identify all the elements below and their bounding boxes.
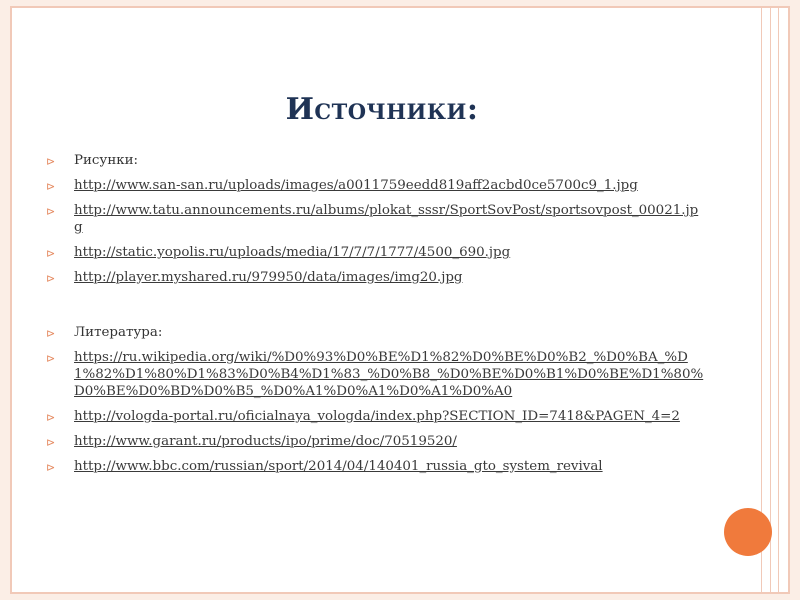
bullet-icon: ⊳ xyxy=(46,180,56,193)
bullet-icon: ⊳ xyxy=(46,205,56,218)
frame-line xyxy=(770,8,771,592)
section-heading-label: Литература: xyxy=(74,325,163,340)
source-link[interactable]: http://static.yopolis.ru/uploads/media/17/7/7/1777/4500_690.jpg xyxy=(74,245,511,260)
section-heading-label: Рисунки: xyxy=(74,153,139,168)
page-title: Источники: xyxy=(285,92,479,127)
list-item xyxy=(46,433,706,450)
source-link[interactable]: http://player.myshared.ru/979950/data/images/img20.jpg xyxy=(74,270,463,285)
list-item xyxy=(46,177,706,194)
source-link[interactable]: http://www.bbc.com/russian/sport/2014/04/140401_russia_gto_system_revival xyxy=(74,459,603,474)
list-item xyxy=(46,269,706,286)
accent-circle-icon xyxy=(724,508,772,556)
list-item xyxy=(46,244,706,261)
source-link[interactable]: http://www.tatu.announcements.ru/albums/plokat_sssr/SportSovPost/sportsovpost_00021.jpg xyxy=(74,203,699,235)
source-link[interactable]: https://ru.wikipedia.org/wiki/%D0%93%D0%BE%D1%82%D0%BE%D0%B2_%D0%BA_%D1%82%D1%80%D1%83%D0%B4%D1%83_%D0%B8_%D0%BE%D0%B1%D0%BE%D1%80%D0%BE%D0%BD%D0%B5_%D0%A1%D0%A1%D0%A1%D0%A0 xyxy=(74,350,704,399)
bullet-icon: ⊳ xyxy=(46,272,56,285)
list-item xyxy=(46,408,706,425)
slide xyxy=(10,6,790,594)
bullet-icon: ⊳ xyxy=(46,155,56,168)
spacer xyxy=(46,294,706,324)
source-link[interactable]: http://vologda-portal.ru/oficialnaya_vologda/index.php?SECTION_ID=7418&PAGEN_4=2 xyxy=(74,409,680,424)
source-link[interactable]: http://www.san-san.ru/uploads/images/a0011759eedd819aff2acbd0ce5700c9_1.jpg xyxy=(74,178,638,193)
section-heading-images xyxy=(46,152,706,169)
bullet-icon: ⊳ xyxy=(46,327,56,340)
bullet-icon: ⊳ xyxy=(46,436,56,449)
frame-line xyxy=(778,8,779,592)
section-heading-literature xyxy=(46,324,706,341)
source-link[interactable]: http://www.garant.ru/products/ipo/prime/doc/70519520/ xyxy=(74,434,457,449)
bullet-icon: ⊳ xyxy=(46,352,56,365)
decorative-frame xyxy=(761,8,788,592)
bullet-icon: ⊳ xyxy=(46,247,56,260)
bullet-icon: ⊳ xyxy=(46,461,56,474)
list-item xyxy=(46,202,706,236)
list-item xyxy=(46,458,706,475)
bullet-icon: ⊳ xyxy=(46,411,56,424)
list-item xyxy=(46,349,706,400)
sources-list xyxy=(46,152,706,483)
